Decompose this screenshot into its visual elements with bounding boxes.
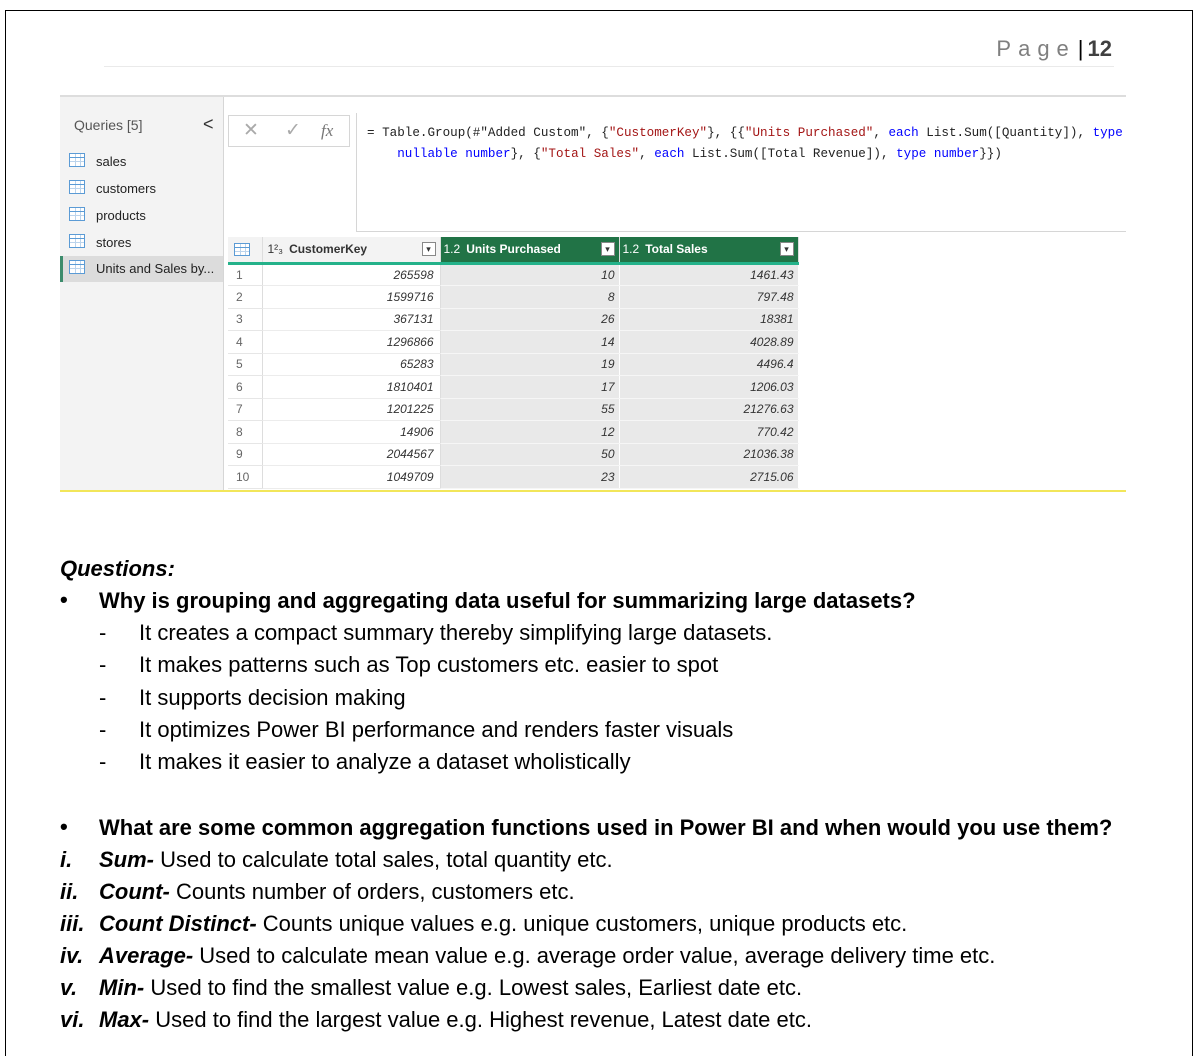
cancel-icon[interactable]: ✕: [243, 120, 259, 141]
filter-dropdown-icon[interactable]: ▾: [780, 242, 794, 256]
aggregation-item: [60, 879, 1170, 911]
units-purchased-cell[interactable]: 26: [440, 308, 619, 331]
units-purchased-cell[interactable]: 50: [440, 443, 619, 466]
table-icon: [69, 153, 85, 167]
dash-marker: -: [99, 716, 107, 742]
formula-keyword: type: [1092, 126, 1123, 140]
query-item-stores[interactable]: [60, 230, 223, 256]
row-number[interactable]: 8: [228, 421, 262, 444]
function-name: Count-: [99, 879, 170, 905]
function-description: Counts number of orders, customers etc.: [169, 879, 575, 905]
answer-item: [60, 652, 1170, 684]
query-label: customers: [96, 181, 156, 196]
total-sales-cell[interactable]: 21276.63: [619, 398, 798, 421]
units-purchased-cell[interactable]: 8: [440, 286, 619, 309]
table-row[interactable]: [228, 353, 798, 376]
query-item-units-and-sales[interactable]: [60, 256, 223, 282]
answer-item: [60, 685, 1170, 717]
power-query-screenshot: [60, 95, 1126, 492]
aggregation-item: [60, 975, 1170, 1007]
table-row[interactable]: [228, 443, 798, 466]
formula-text: }, {{: [707, 126, 745, 140]
formula-string: "Total Sales": [540, 147, 640, 161]
question-1: [60, 588, 1170, 620]
query-item-sales[interactable]: [60, 149, 223, 175]
bullet-icon: •: [60, 814, 68, 840]
aggregation-item: [60, 847, 1170, 879]
table-icon: [69, 260, 85, 274]
table-icon: [69, 180, 85, 194]
query-label: stores: [96, 235, 132, 250]
column-name: CustomerKey: [289, 242, 368, 257]
customerkey-cell[interactable]: 1599716: [262, 286, 440, 309]
total-sales-cell[interactable]: 4028.89: [619, 331, 798, 354]
customerkey-cell[interactable]: 1296866: [262, 331, 440, 354]
page-label: Page: [996, 36, 1076, 61]
decimal-type-icon: 1.2: [622, 242, 640, 257]
customerkey-cell[interactable]: 1810401: [262, 376, 440, 399]
units-purchased-cell[interactable]: 10: [440, 263, 619, 286]
function-name: Max-: [99, 1007, 150, 1033]
query-label: Units and Sales by...: [96, 261, 215, 276]
dash-marker: -: [99, 749, 107, 775]
table-row[interactable]: [228, 263, 798, 286]
answer-item: [60, 717, 1170, 749]
formula-text: = Table.Group(#"Added Custom", {: [367, 126, 609, 140]
whole-number-type-icon: 1²₃: [267, 242, 284, 257]
customerkey-cell[interactable]: 1049709: [262, 466, 440, 489]
table-icon: [69, 234, 85, 248]
decimal-type-icon: 1.2: [443, 242, 461, 257]
row-number[interactable]: 1: [228, 263, 262, 286]
units-purchased-cell[interactable]: 23: [440, 466, 619, 489]
answer-item: [60, 620, 1170, 652]
aggregation-item: [60, 1007, 1170, 1039]
total-sales-cell[interactable]: 1461.43: [619, 263, 798, 286]
function-description: Used to find the smallest value e.g. Lowest sales, Earliest date etc.: [144, 975, 803, 1001]
function-description: Used to calculate mean value e.g. average order value, average delivery time etc.: [193, 943, 996, 969]
total-sales-cell[interactable]: 797.48: [619, 286, 798, 309]
questions-heading: Questions:: [60, 556, 175, 581]
page-number: 12: [1087, 36, 1112, 61]
roman-numeral: iii.: [60, 911, 85, 937]
formula-keyword: nullable number: [397, 147, 511, 161]
customerkey-cell[interactable]: 2044567: [262, 443, 440, 466]
table-row[interactable]: [228, 331, 798, 354]
data-grid: [228, 237, 799, 489]
formula-indent: [367, 147, 397, 161]
function-name: Average-: [99, 943, 194, 969]
query-item-customers[interactable]: [60, 176, 223, 202]
formula-text: List.Sum([Total Revenue]),: [684, 147, 897, 161]
table-row[interactable]: [228, 466, 798, 489]
function-name: Sum-: [99, 847, 154, 873]
function-description: Used to calculate total sales, total quantity etc.: [154, 847, 613, 873]
formula-keyword: each: [888, 126, 919, 140]
customerkey-cell[interactable]: 367131: [262, 308, 440, 331]
collapse-pane-icon[interactable]: <: [203, 114, 214, 134]
function-name: Min-: [99, 975, 145, 1001]
total-sales-cell[interactable]: 1206.03: [619, 376, 798, 399]
table-row[interactable]: [228, 286, 798, 309]
table-row[interactable]: [228, 398, 798, 421]
fx-icon[interactable]: fx: [321, 121, 334, 140]
column-header-units-purchased[interactable]: [440, 237, 619, 263]
units-purchased-cell[interactable]: 17: [440, 376, 619, 399]
row-number[interactable]: 7: [228, 398, 262, 421]
row-number[interactable]: 10: [228, 466, 262, 489]
formula-editor[interactable]: [356, 113, 1126, 232]
total-sales-cell[interactable]: 21036.38: [619, 443, 798, 466]
queries-pane: [60, 97, 224, 490]
bullet-icon: •: [60, 587, 68, 612]
question-2: [60, 815, 1170, 847]
total-sales-cell[interactable]: 4496.4: [619, 353, 798, 376]
queries-title: Queries [5]: [74, 117, 143, 133]
dash-marker: -: [99, 652, 107, 678]
filter-dropdown-icon[interactable]: ▾: [422, 242, 436, 256]
row-number[interactable]: 5: [228, 353, 262, 376]
table-row[interactable]: [228, 308, 798, 331]
header-rule: [104, 66, 1114, 67]
table-menu-button[interactable]: [228, 237, 262, 263]
column-header-customerkey[interactable]: [262, 237, 440, 263]
row-number[interactable]: 4: [228, 331, 262, 354]
formula-string: "CustomerKey": [608, 126, 708, 140]
page-header: [996, 36, 1112, 62]
roman-numeral: iv.: [60, 943, 84, 969]
total-sales-cell[interactable]: 770.42: [619, 421, 798, 444]
roman-numeral: ii.: [60, 879, 79, 905]
row-number[interactable]: 2: [228, 286, 262, 309]
answer-text: It creates a compact summary thereby simplifying large datasets.: [139, 620, 773, 645]
filter-dropdown-icon[interactable]: ▾: [601, 242, 615, 256]
dash-marker: -: [99, 684, 107, 710]
function-description: Counts unique values e.g. unique customers, unique products etc.: [256, 911, 908, 937]
customerkey-cell[interactable]: 65283: [262, 353, 440, 376]
formula-text: ,: [873, 126, 889, 140]
query-label: products: [96, 208, 146, 223]
customerkey-cell[interactable]: 265598: [262, 263, 440, 286]
formula-text: ,: [639, 147, 655, 161]
query-item-products[interactable]: [60, 203, 223, 229]
column-header-total-sales[interactable]: [619, 237, 798, 263]
formula-keyword: each: [654, 147, 685, 161]
formula-text: }}): [979, 147, 1002, 161]
function-description: Used to find the largest value e.g. Highest revenue, Latest date etc.: [149, 1007, 812, 1033]
query-label: sales: [96, 154, 127, 169]
roman-numeral: vi.: [60, 1007, 85, 1033]
units-purchased-cell[interactable]: 12: [440, 421, 619, 444]
answer-text: It makes patterns such as Top customers etc. easier to spot: [139, 652, 719, 678]
column-name: Total Sales: [645, 242, 708, 257]
roman-numeral: v.: [60, 975, 78, 1001]
dash-marker: -: [99, 620, 107, 645]
formula-bar-buttons: [228, 115, 350, 147]
row-number[interactable]: 9: [228, 443, 262, 466]
roman-numeral: i.: [60, 847, 73, 873]
units-purchased-cell[interactable]: 14: [440, 331, 619, 354]
customerkey-cell[interactable]: 14906: [262, 421, 440, 444]
function-name: Count Distinct-: [99, 911, 257, 937]
answer-text: It optimizes Power BI performance and renders faster visuals: [139, 716, 734, 742]
total-sales-cell[interactable]: 18381: [619, 308, 798, 331]
customerkey-cell[interactable]: 1201225: [262, 398, 440, 421]
total-sales-cell[interactable]: 2715.06: [619, 466, 798, 489]
row-number[interactable]: 3: [228, 308, 262, 331]
formula-text: List.Sum([Quantity]),: [918, 126, 1093, 140]
formula-keyword: type number: [896, 147, 980, 161]
formula-text: }, {: [510, 147, 541, 161]
question-text: What are some common aggregation functions used in Power BI and when would you use them?: [99, 815, 1113, 841]
formula-string: "Units Purchased": [744, 126, 874, 140]
aggregation-item: [60, 943, 1170, 975]
questions-section: [60, 556, 1170, 1039]
units-purchased-cell[interactable]: 55: [440, 398, 619, 421]
row-number[interactable]: 6: [228, 376, 262, 399]
table-icon: [69, 207, 85, 221]
aggregation-item: [60, 911, 1170, 943]
question-text: Why is grouping and aggregating data useful for summarizing large datasets?: [99, 588, 916, 613]
answer-text: It makes it easier to analyze a dataset wholistically: [139, 749, 631, 775]
units-purchased-cell[interactable]: 19: [440, 353, 619, 376]
table-row[interactable]: [228, 376, 798, 399]
page-separator: |: [1077, 36, 1084, 61]
confirm-icon[interactable]: ✓: [285, 120, 301, 141]
answer-item: [60, 749, 1170, 781]
column-name: Units Purchased: [466, 242, 561, 257]
answer-text: It supports decision making: [139, 684, 406, 710]
table-row[interactable]: [228, 421, 798, 444]
table-icon: [234, 243, 250, 256]
